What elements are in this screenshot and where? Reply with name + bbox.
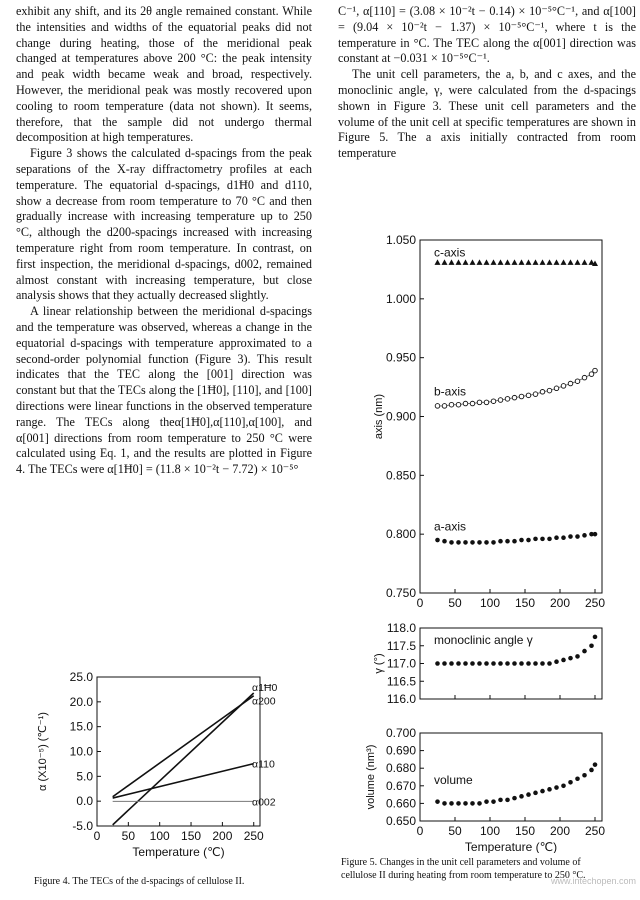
data-point: [589, 768, 594, 773]
data-point: [449, 540, 454, 545]
data-point: [540, 537, 545, 542]
data-point: [575, 776, 580, 781]
y-tick-label: 0.950: [385, 350, 416, 365]
data-point: [519, 394, 524, 399]
data-point: [582, 649, 587, 654]
data-point: [512, 796, 517, 801]
data-point: [470, 259, 476, 265]
x-tick-label: 100: [479, 824, 501, 838]
data-point: [554, 659, 559, 664]
y-tick-label: 0.0: [76, 794, 93, 809]
data-point: [547, 661, 552, 666]
data-point: [498, 661, 503, 666]
left-column: [16, 4, 312, 478]
x-tick-label: 200: [212, 829, 233, 843]
x-tick-label: 0: [416, 596, 424, 610]
data-point: [491, 399, 496, 404]
data-point: [498, 259, 504, 265]
data-point: [456, 402, 461, 407]
data-point: [498, 798, 503, 803]
series-line: [113, 693, 254, 825]
data-point: [449, 661, 454, 666]
data-point: [512, 539, 517, 544]
data-point: [575, 379, 580, 384]
y-tick-label: 0.650: [385, 814, 416, 828]
y-tick-label: 25.0: [69, 670, 93, 684]
data-point: [512, 661, 517, 666]
data-point: [519, 661, 524, 666]
watermark: www.intechopen.com: [550, 876, 636, 886]
data-point: [568, 259, 574, 265]
y-tick-label: 20.0: [69, 694, 93, 709]
x-tick-label: 50: [448, 596, 462, 610]
data-point: [533, 259, 539, 265]
series-label: volume: [434, 773, 473, 788]
data-point: [540, 389, 545, 394]
data-point: [554, 785, 559, 790]
data-point: [547, 787, 552, 792]
data-point: [547, 388, 552, 393]
x-tick-label: 0: [93, 829, 101, 843]
paragraph: C⁻¹, α[110] = (3.08 × 10⁻²t − 0.14) × 10⁻⁵°C⁻¹, and α[100] = (9.04 × 10⁻²t − 1.37) × 10⁻⁵°C⁻¹, where t is the temperature in °C. The TEC along the α[001] direction was constant at −0.031 × 10⁻⁵°C⁻¹.: [338, 4, 636, 66]
data-point: [477, 801, 482, 806]
paragraph: The unit cell parameters, the a, b, and c axes, and the monoclinic angle, γ, were calculated from the d-spacings shown in Figure 3. These unit cell parameters and the volume of the unit cell at specific temperatures are shown in Figure 5. The a axis initially contracted from room temperature: [338, 67, 636, 161]
series-label: α110: [252, 758, 275, 771]
data-point: [456, 661, 461, 666]
y-tick-label: 1.050: [385, 233, 416, 247]
y-tick-label: 10.0: [69, 744, 93, 759]
y-axis-label: γ (°): [373, 653, 385, 674]
data-point: [561, 535, 566, 540]
series-label: a-axis: [434, 519, 467, 534]
paragraph: exhibit any shift, and its 2θ angle remained constant. While the intensities and widths of the equatorial peaks did not change during heating, those of the meridional peak changed at temperatures above 200 °C: the peak intensity and peak width became weak and broad, respectively. However, the meridional peak was mostly recovered upon cooling to room temperature (data not shown). It seems, therefore, that the sample did not undergo thermal decomposition at high temperatures.: [16, 4, 312, 145]
paragraph: A linear relationship between the meridional d-spacings and the temperature was observed, whereas a change in the equatorial d-spacings with temperature approximated to a second-order polynomial function (Figure 3). This result indicates that the TEC along the [001] direction was constant but that the TECs along the [1Ħ0], [110], and [100] directions were linear functions in the observed temperature range. The TECs along theα[1Ħ0],α[110],α[100], and α[001] directions from room temperature to 250 °C were calculated using Eq. 1, and the results are plotted in Figure 4. The TECs were α[1Ħ0] = (11.8 × 10⁻²t − 7.72) × 10⁻⁵°: [16, 304, 312, 477]
y-tick-label: 0.670: [385, 778, 416, 793]
data-point: [561, 784, 566, 789]
y-tick-label: 117.5: [386, 638, 416, 653]
y-tick-label: 0.690: [385, 743, 416, 758]
data-point: [498, 539, 503, 544]
data-point: [491, 259, 497, 265]
x-tick-label: 100: [479, 596, 501, 610]
x-axis-label: Temperature (℃): [132, 845, 225, 859]
y-axis-label: axis (nm): [373, 393, 385, 440]
y-axis-label: α (X10⁻⁵) (℃⁻¹): [37, 712, 49, 791]
x-tick-label: 150: [514, 596, 536, 610]
data-point: [526, 792, 531, 797]
data-point: [463, 661, 468, 666]
data-point: [435, 259, 441, 265]
data-point: [575, 654, 580, 659]
data-point: [463, 401, 468, 406]
data-point: [582, 375, 587, 380]
data-point: [505, 798, 510, 803]
x-tick-label: 250: [584, 824, 606, 838]
y-tick-label: 0.750: [385, 586, 416, 600]
data-point: [512, 259, 518, 265]
data-point: [484, 400, 489, 405]
data-point: [498, 398, 503, 403]
data-point: [477, 540, 482, 545]
data-point: [477, 661, 482, 666]
data-point: [484, 259, 490, 265]
series-label: c-axis: [434, 245, 466, 260]
series-label: b-axis: [434, 384, 467, 399]
figure-5-caption-line: cellulose II during heating from room temperature to 250 °C.: [341, 870, 586, 881]
data-point: [442, 404, 447, 409]
data-point: [568, 381, 573, 386]
data-point: [435, 661, 440, 666]
data-point: [547, 259, 553, 265]
data-point: [449, 259, 455, 265]
data-point: [519, 259, 525, 265]
y-tick-label: 116.0: [386, 692, 416, 706]
data-point: [540, 259, 546, 265]
data-point: [561, 658, 566, 663]
y-tick-label: -5.0: [72, 819, 93, 833]
data-point: [568, 656, 573, 661]
data-point: [575, 534, 580, 539]
y-tick-label: 1.000: [385, 291, 416, 306]
y-tick-label: 5.0: [76, 769, 93, 784]
x-tick-label: 200: [549, 596, 571, 610]
data-point: [449, 801, 454, 806]
data-point: [582, 773, 587, 778]
figure-5-chart: [330, 228, 640, 853]
data-point: [519, 538, 524, 543]
data-point: [470, 801, 475, 806]
y-tick-label: 15.0: [69, 719, 93, 734]
y-tick-label: 117.0: [386, 656, 416, 671]
data-point: [540, 789, 545, 794]
data-point: [533, 791, 538, 796]
x-tick-label: 150: [514, 824, 536, 838]
data-point: [589, 643, 594, 648]
data-point: [593, 368, 598, 373]
x-tick-label: 250: [584, 596, 606, 610]
data-point: [435, 538, 440, 543]
y-tick-label: 0.800: [385, 527, 416, 542]
data-point: [593, 532, 598, 537]
data-point: [456, 801, 461, 806]
right-column: [338, 4, 636, 162]
data-point: [442, 801, 447, 806]
data-point: [505, 661, 510, 666]
data-point: [593, 635, 598, 640]
data-point: [470, 401, 475, 406]
x-tick-label: 0: [416, 824, 424, 838]
x-tick-label: 50: [121, 829, 136, 843]
data-point: [526, 393, 531, 398]
data-point: [442, 259, 448, 265]
plot-frame: [97, 677, 260, 826]
plot-frame: [420, 240, 602, 593]
y-tick-label: 0.700: [385, 726, 416, 740]
y-tick-label: 0.660: [385, 796, 416, 811]
data-point: [547, 537, 552, 542]
data-point: [484, 799, 489, 804]
data-point: [582, 533, 587, 538]
data-point: [533, 537, 538, 542]
data-point: [449, 402, 454, 407]
data-point: [505, 539, 510, 544]
y-axis-label: volume (nm³): [365, 744, 377, 810]
data-point: [540, 661, 545, 666]
data-point: [582, 259, 588, 265]
data-point: [505, 259, 511, 265]
x-tick-label: 250: [243, 829, 264, 843]
data-point: [533, 661, 538, 666]
data-point: [463, 540, 468, 545]
data-point: [470, 661, 475, 666]
data-point: [593, 762, 598, 767]
data-point: [456, 540, 461, 545]
figure-4-caption: Figure 4. The TECs of the d-spacings of cellulose II.: [34, 876, 245, 887]
data-point: [491, 540, 496, 545]
data-point: [526, 259, 532, 265]
data-point: [463, 259, 469, 265]
x-tick-label: 100: [149, 829, 170, 843]
data-point: [442, 661, 447, 666]
data-point: [435, 799, 440, 804]
data-point: [561, 259, 567, 265]
data-point: [554, 535, 559, 540]
data-point: [575, 259, 581, 265]
x-tick-label: 200: [549, 824, 571, 838]
data-point: [519, 794, 524, 799]
series-label: monoclinic angle γ: [434, 632, 533, 647]
data-point: [561, 384, 566, 389]
data-point: [526, 661, 531, 666]
y-tick-label: 0.900: [385, 409, 416, 424]
data-point: [442, 539, 447, 544]
x-tick-label: 150: [181, 829, 202, 843]
series-label: α002: [252, 796, 276, 809]
paragraph: Figure 3 shows the calculated d-spacings from the peak separations of the X-ray diffractometry profiles at each temperature. The equatorial d-spacings, d1Ħ0 and d110, show a decrease from room temperature to 70 °C and then gradually increase with increasing temperature up to 250 °C, although the d200-spacings increased with increasing temperature right from room temperature. In contrast, on first inspection, the meridional d-spacings, d002, remained almost constant with increasing temperature, but close analysis shows that they actually decreased slightly.: [16, 146, 312, 303]
data-point: [491, 799, 496, 804]
data-point: [554, 259, 560, 265]
data-point: [554, 386, 559, 391]
data-point: [533, 392, 538, 397]
data-point: [456, 259, 462, 265]
y-tick-label: 118.0: [386, 621, 416, 635]
data-point: [568, 534, 573, 539]
figure-5-caption-line: Figure 5. Changes in the unit cell parameters and volume of: [341, 857, 581, 868]
x-tick-label: 50: [448, 824, 462, 838]
y-tick-label: 0.680: [385, 761, 416, 776]
data-point: [568, 780, 573, 785]
x-axis-label: Temperature (℃): [464, 840, 558, 853]
series-label: α200: [252, 695, 276, 708]
data-point: [505, 397, 510, 402]
y-tick-label: 116.5: [386, 674, 416, 689]
series-label: α1Ħ0: [252, 681, 278, 694]
data-point: [526, 538, 531, 543]
data-point: [477, 259, 483, 265]
data-point: [435, 404, 440, 409]
data-point: [491, 661, 496, 666]
data-point: [470, 540, 475, 545]
data-point: [484, 661, 489, 666]
data-point: [512, 395, 517, 400]
y-tick-label: 0.850: [385, 468, 416, 483]
data-point: [463, 801, 468, 806]
data-point: [484, 540, 489, 545]
data-point: [477, 400, 482, 405]
figure-4-chart: [0, 660, 320, 870]
